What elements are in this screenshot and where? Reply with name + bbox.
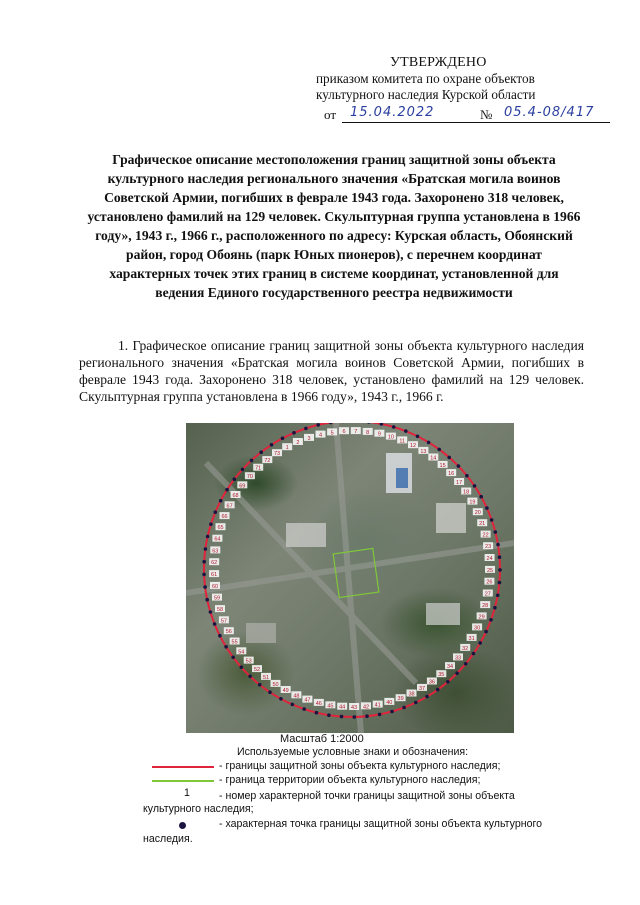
point-label: 27 xyxy=(484,591,491,598)
boundary-point xyxy=(281,437,285,441)
point-label: 29 xyxy=(478,614,485,621)
boundary-point xyxy=(425,695,429,699)
boundary-point xyxy=(414,701,418,705)
road-vertical xyxy=(336,423,361,733)
legend-symbol-number: 1 xyxy=(184,787,190,799)
building-blue-roof xyxy=(396,468,408,488)
point-label: 44 xyxy=(339,704,346,711)
point-label: 40 xyxy=(386,699,393,706)
boundary-point xyxy=(498,555,502,559)
boundary-point xyxy=(496,543,500,547)
order-date-number xyxy=(324,105,624,127)
point-label: 45 xyxy=(327,703,334,710)
point-label: 65 xyxy=(217,525,224,532)
point-label: 38 xyxy=(408,691,415,698)
order-line-2: культурного наследия Курской области xyxy=(316,87,536,102)
boundary-point xyxy=(489,618,493,622)
boundary-point xyxy=(204,547,208,551)
boundary-point xyxy=(446,680,450,684)
boundary-point xyxy=(224,645,228,649)
boundary-point xyxy=(436,688,440,692)
boundary-point xyxy=(494,530,498,534)
boundary-point xyxy=(316,423,320,427)
legend-point-dot xyxy=(179,822,186,829)
map-overlay xyxy=(186,423,514,733)
order-number: 05.4-08/417 xyxy=(504,105,595,120)
boundary-point xyxy=(248,675,252,679)
point-label: 14 xyxy=(430,455,437,462)
boundary-point xyxy=(258,683,262,687)
point-label: 67 xyxy=(226,503,233,510)
order-date: 15.04.2022 xyxy=(350,105,435,120)
boundary-point xyxy=(214,510,218,514)
point-label: 64 xyxy=(214,536,221,543)
boundary-point xyxy=(292,431,296,435)
boundary-point xyxy=(472,652,476,656)
description-paragraph xyxy=(79,337,584,405)
point-label: 46 xyxy=(315,700,322,707)
boundary-point xyxy=(490,518,494,522)
boundary-point xyxy=(496,594,500,598)
point-label: 13 xyxy=(420,448,427,455)
building xyxy=(286,523,326,547)
document-title: Графическое описание местоположения границ защитной зоны объекта культурного наследия регионального значения «Братская могила воинов Советской Армии, погибших в феврале 1943 года. Захоронено 318 человек, установлено фамилий на 129 человек. Скульптурная группа установлена в 1966 году», 1943 г., 1966 г., расположенного по адресу: Курская область, Обоянский район, город Обоянь (парк Юных пионеров), с перечнем координат характерных точек этих границ в системе координат, установленной для ведения Единого государственного реестра недвижимости xyxy=(87,152,581,300)
point-label: 10 xyxy=(387,434,394,441)
legend-item-1: - границы защитной зоны объекта культурного наследия; xyxy=(219,760,501,772)
legend-item-3: - номер характерной точки границы защитной зоны объекта xyxy=(219,790,515,802)
point-label: 8 xyxy=(366,429,370,436)
boundary-point xyxy=(268,690,272,694)
point-label: 51 xyxy=(262,674,270,681)
boundary-point xyxy=(498,568,502,572)
point-label: 68 xyxy=(232,493,239,499)
building xyxy=(436,503,466,533)
date-underline xyxy=(342,122,502,123)
point-label: 70 xyxy=(246,474,253,481)
order-line-1: приказом комитета по охране объектов xyxy=(316,71,535,86)
boundary-point xyxy=(457,464,461,468)
legend-item-4-cont: наследия. xyxy=(143,833,193,845)
number-label: № xyxy=(480,107,493,122)
boundary-point xyxy=(304,427,308,431)
point-label: 59 xyxy=(213,595,221,602)
legend-item-3-cont: культурного наследия; xyxy=(143,803,254,815)
boundary-point xyxy=(241,468,245,472)
boundary-point xyxy=(205,598,209,602)
boundary-point xyxy=(329,423,333,424)
point-label: 56 xyxy=(225,629,232,636)
boundary-point xyxy=(498,581,502,585)
point-label: 32 xyxy=(462,645,469,652)
point-label: 4 xyxy=(318,432,323,439)
map-scale: Масштаб 1:2000 xyxy=(280,733,364,745)
legend-item-2: - граница территории объекта культурного наследия; xyxy=(219,774,481,786)
point-label: 61 xyxy=(211,572,218,579)
boundary-point xyxy=(478,641,482,645)
boundary-point xyxy=(416,435,420,439)
point-label: 2 xyxy=(296,440,300,446)
point-label: 73 xyxy=(273,451,281,458)
boundary-point xyxy=(209,610,213,614)
point-label: 52 xyxy=(253,667,261,674)
boundary-point xyxy=(353,715,357,719)
point-label: 33 xyxy=(454,655,462,662)
boundary-point xyxy=(218,634,222,638)
territory-boundary xyxy=(333,548,379,597)
boundary-point xyxy=(270,443,274,447)
legend-title: Используемые условные знаки и обозначения: xyxy=(237,746,469,758)
boundary-point xyxy=(365,714,369,718)
point-label: 3 xyxy=(307,435,311,442)
point-label: 20 xyxy=(474,510,481,517)
point-label: 41 xyxy=(374,702,381,709)
point-label: 66 xyxy=(221,514,228,521)
order-reference xyxy=(316,71,536,103)
point-label: 60 xyxy=(211,583,219,590)
point-label: 55 xyxy=(231,639,238,646)
point-label: 1 xyxy=(285,445,289,452)
boundary-point xyxy=(378,713,382,717)
legend-swatch-red xyxy=(152,766,214,768)
point-label: 26 xyxy=(486,579,493,586)
boundary-point xyxy=(437,448,441,452)
boundary-point xyxy=(203,585,207,589)
buildings xyxy=(246,453,466,643)
from-label: от xyxy=(324,107,337,122)
boundary-point xyxy=(493,606,497,610)
number-underline xyxy=(496,122,610,123)
point-label: 12 xyxy=(409,443,417,450)
legend-swatch-green xyxy=(152,780,214,782)
boundary-point xyxy=(404,429,408,433)
point-label: 18 xyxy=(463,489,470,496)
boundary-point xyxy=(473,484,477,488)
point-label: 53 xyxy=(245,658,252,665)
point-label: 30 xyxy=(474,625,481,632)
point-label: 9 xyxy=(377,431,381,438)
point-label: 37 xyxy=(418,685,426,692)
satellite-map xyxy=(186,423,514,733)
boundary-point xyxy=(206,535,210,539)
point-label: 43 xyxy=(351,705,358,711)
point-label: 62 xyxy=(211,560,218,567)
point-label: 31 xyxy=(468,635,475,642)
boundary-point xyxy=(464,662,468,666)
point-label: 39 xyxy=(397,696,404,703)
point-label: 36 xyxy=(428,679,435,686)
boundary-point xyxy=(465,474,469,478)
boundary-point xyxy=(485,506,489,510)
point-label: 47 xyxy=(304,697,311,704)
boundary-point xyxy=(250,459,254,463)
boundary-point xyxy=(202,573,206,577)
boundary-point xyxy=(392,425,396,429)
point-label: 49 xyxy=(282,688,289,694)
point-label: 48 xyxy=(293,693,300,700)
point-label: 17 xyxy=(456,480,463,486)
point-label: 71 xyxy=(255,465,262,472)
paragraph-text: 1. Графическое описание границ защитной зоны объекта культурного наследия регионального значения «Братская могила воинов Советской Армии, погибших в феврале 1943 года. Захоронено 318 человек, установлено фамилий на 129 человек. Скульптурная группа установлена в 1966 году», 1943 г., 1966 г. xyxy=(79,338,584,404)
point-label: 15 xyxy=(439,462,446,469)
approved-stamp: УТВЕРЖДЕНО xyxy=(390,55,487,70)
point-label: 19 xyxy=(469,499,476,506)
boundary-point xyxy=(315,711,319,715)
boundary-point xyxy=(390,710,394,714)
building xyxy=(246,623,276,643)
boundary-point xyxy=(231,656,235,660)
point-label: 28 xyxy=(482,603,489,610)
point-label: 23 xyxy=(485,544,492,551)
point-label: 58 xyxy=(216,607,224,614)
boundary-point xyxy=(202,560,206,564)
boundary-point xyxy=(402,706,406,710)
boundary-point xyxy=(327,713,331,717)
point-label: 24 xyxy=(486,556,493,562)
boundary-point xyxy=(219,499,223,503)
point-label: 22 xyxy=(482,532,489,539)
boundary-point xyxy=(302,707,306,711)
point-label: 6 xyxy=(342,429,346,436)
boundary-point xyxy=(259,450,263,454)
point-label: 42 xyxy=(362,704,370,711)
point-label: 63 xyxy=(212,548,219,555)
boundary-point xyxy=(209,522,213,526)
point-label: 16 xyxy=(448,471,455,478)
boundary-point xyxy=(455,671,459,675)
boundary-point xyxy=(427,441,431,445)
point-label: 7 xyxy=(354,429,358,436)
boundary-point xyxy=(447,456,451,460)
point-label: 34 xyxy=(446,664,454,671)
legend-item-4: - характерная точка границы защитной зоны объекта культурного xyxy=(219,818,542,830)
point-label: 11 xyxy=(399,438,406,445)
boundary-point xyxy=(291,703,295,707)
point-label: 69 xyxy=(239,483,246,490)
point-label: 21 xyxy=(479,521,486,528)
boundary-point xyxy=(484,630,488,634)
boundary-point xyxy=(240,665,244,669)
point-label: 5 xyxy=(330,430,334,437)
point-label: 50 xyxy=(272,681,279,688)
boundary-point xyxy=(225,488,229,492)
point-label: 35 xyxy=(438,672,445,679)
boundary-point xyxy=(279,697,283,701)
point-label: 54 xyxy=(238,649,245,656)
boundary-point xyxy=(233,477,237,481)
point-label: 57 xyxy=(220,618,227,625)
boundary-point xyxy=(213,622,217,626)
building xyxy=(426,603,460,625)
boundary-point xyxy=(340,715,344,719)
boundary-point xyxy=(380,423,384,426)
point-label: 72 xyxy=(264,458,271,465)
boundary-point xyxy=(479,495,483,499)
point-label: 25 xyxy=(486,567,494,574)
boundary-point xyxy=(367,423,371,424)
